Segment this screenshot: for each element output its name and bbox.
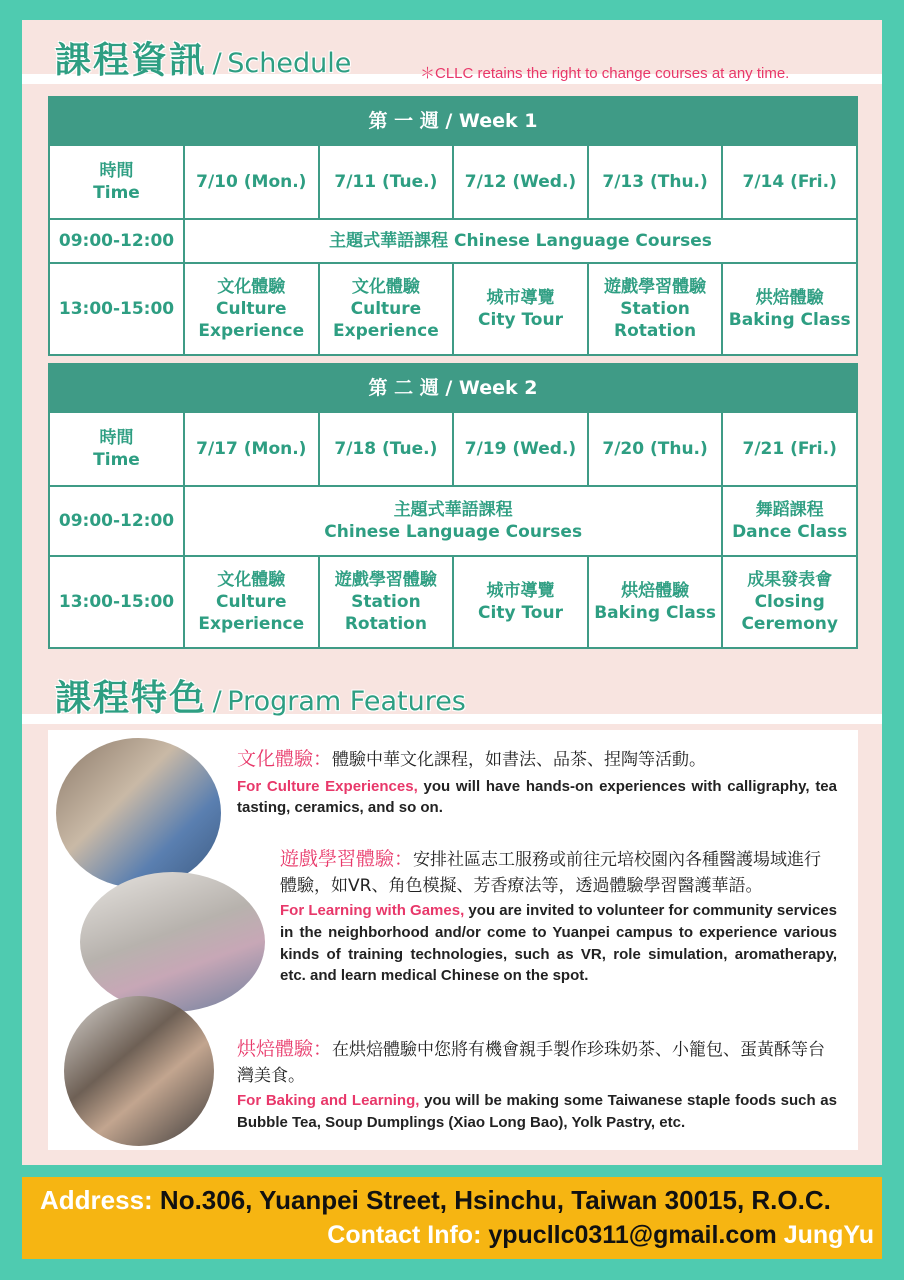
time-header: 時間 Time: [49, 145, 184, 219]
schedule-heading: 課程資訊 / Schedule: [55, 40, 352, 81]
activity-cell: 城市導覽 City Tour: [453, 556, 588, 648]
time-header: 時間 Time: [49, 412, 184, 486]
baking-photo: [64, 996, 214, 1146]
day-header: 7/20 (Thu.): [588, 412, 723, 486]
week2-table: [48, 363, 858, 649]
contact-line: Contact Info: ypucllc0311@gmail.com JungYu: [327, 1221, 874, 1249]
day-header: 7/11 (Tue.): [319, 145, 454, 219]
activity-cell: 烘焙體驗 Baking Class: [588, 556, 723, 648]
day-header: 7/19 (Wed.): [453, 412, 588, 486]
culture-photo: [56, 738, 221, 888]
day-header: 7/12 (Wed.): [453, 145, 588, 219]
activity-cell: 遊戲學習體驗 Station Rotation: [588, 263, 723, 355]
day-header: 7/21 (Fri.): [722, 412, 857, 486]
day-header: 7/10 (Mon.): [184, 145, 319, 219]
morning-time: 09:00-12:00: [49, 219, 184, 263]
address-line: Address: No.306, Yuanpei Street, Hsinchu, Taiwan 30015, R.O.C.: [40, 1185, 831, 1215]
activity-cell: 城市導覽 City Tour: [453, 263, 588, 355]
activity-cell: 烘焙體驗 Baking Class: [722, 263, 857, 355]
activity-cell: 文化體驗 Culture Experience: [184, 263, 319, 355]
activity-cell: 文化體驗 Culture Experience: [184, 556, 319, 648]
features-heading: 課程特色 / Program Features: [55, 678, 466, 719]
day-header: 7/18 (Tue.): [319, 412, 454, 486]
feature-culture: 文化體驗：體驗中華文化課程，如書法、品茶、捏陶等活動。 For Culture Experiences, you will have hands-on experiences with calligraphy, tea tasting, ceramics, and so on.: [237, 748, 837, 817]
activity-cell: 成果發表會 Closing Ceremony: [722, 556, 857, 648]
features-panel: [48, 730, 858, 1150]
week1-title: 第 一 週 / Week 1: [49, 97, 857, 145]
activity-cell: 文化體驗 Culture Experience: [319, 263, 454, 355]
email-link[interactable]: ypucllc0311@gmail.com: [488, 1221, 777, 1249]
morning-dance: 舞蹈課程 Dance Class: [722, 486, 857, 556]
feature-baking: 烘焙體驗：在烘焙體驗中您將有機會親手製作珍珠奶茶、小籠包、蛋黃酥等台灣美食。 For Baking and Learning, you will be making some Taiwanese staple foods such as Bubble Tea, Soup Dumplings (Xiao Long Bao), Yolk Pastry, etc.: [237, 1038, 837, 1131]
afternoon-time: 13:00-15:00: [49, 263, 184, 355]
week2-title: 第 二 週 / Week 2: [49, 364, 857, 412]
afternoon-time: 13:00-15:00: [49, 556, 184, 648]
disclaimer-note: ＊CLLC retains the right to change courses at any time.: [420, 65, 790, 82]
day-header: 7/13 (Thu.): [588, 145, 723, 219]
morning-time: 09:00-12:00: [49, 486, 184, 556]
day-header: 7/14 (Fri.): [722, 145, 857, 219]
day-header: 7/17 (Mon.): [184, 412, 319, 486]
morning-course: 主題式華語課程 Chinese Language Courses: [184, 486, 722, 556]
feature-games: 遊戲學習體驗：安排社區志工服務或前往元培校園內各種醫護場域進行體驗，如VR、角色模擬、芳香療法等，透過體驗學習醫護華語。 For Learning with Games, you are invited to volunteer for community services in the neighborhood and/or come to Yuanpei campus to experience various kinds of training technologies, such as VR, role simulation, aromatherapy, etc. and learn medical Chinese on the spot.: [280, 848, 837, 985]
address-bar: [22, 1177, 882, 1259]
week1-table: [48, 96, 858, 356]
activity-cell: 遊戲學習體驗 Station Rotation: [319, 556, 454, 648]
games-photo: [80, 872, 265, 1012]
morning-course: 主題式華語課程 Chinese Language Courses: [184, 219, 857, 263]
